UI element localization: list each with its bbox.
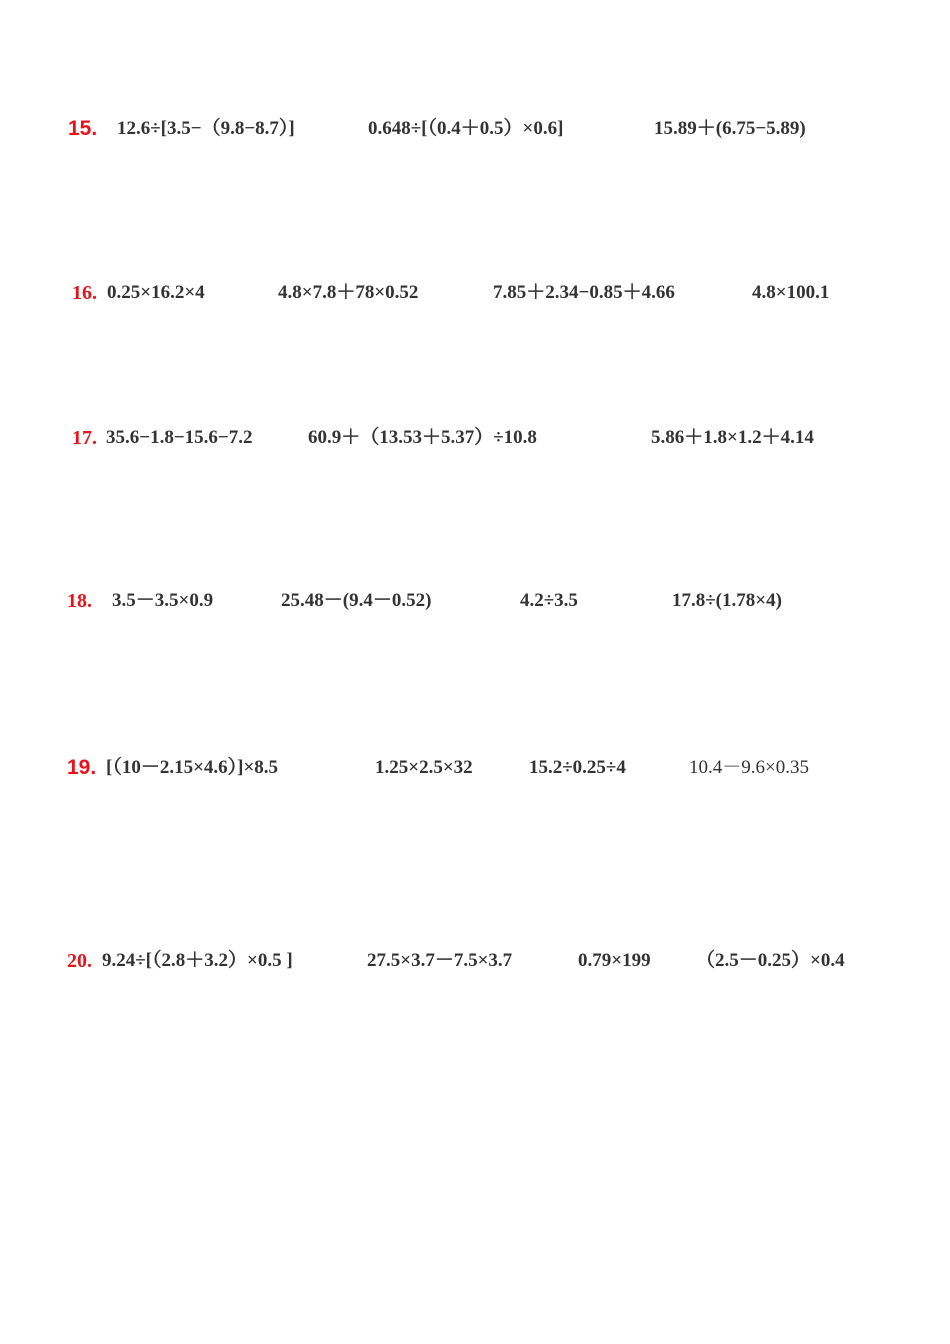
problem-row-20 — [0, 944, 950, 978]
expression: [（10－2.15×4.6）]×8.5 — [106, 757, 279, 778]
expression: 35.6−1.8−15.6−7.2 — [106, 427, 253, 448]
expression: 4.8×100.1 — [752, 282, 830, 303]
expression: 60.9＋（13.53＋5.37）÷10.8 — [308, 427, 537, 448]
problem-row-19 — [0, 751, 950, 785]
problem-number: 17. — [72, 427, 97, 449]
expression: 25.48－(9.4－0.52) — [281, 590, 432, 611]
problem-row-18 — [0, 584, 950, 618]
expression: （2.5－0.25）×0.4 — [696, 950, 845, 971]
problem-number: 16. — [72, 282, 97, 304]
problem-number: 18. — [67, 590, 92, 612]
problem-row-17 — [0, 421, 950, 455]
expression: 10.4－9.6×0.35 — [689, 757, 809, 778]
problem-number: 15. — [68, 117, 98, 140]
expression: 0.648÷[（0.4＋0.5）×0.6] — [368, 118, 564, 139]
expression: 0.79×199 — [578, 950, 651, 971]
problem-row-15 — [0, 112, 950, 146]
expression: 15.2÷0.25÷4 — [529, 757, 626, 778]
expression: 3.5－3.5×0.9 — [112, 590, 214, 611]
expression: 12.6÷[3.5−（9.8−8.7）] — [117, 118, 295, 139]
expression: 17.8÷(1.78×4) — [672, 590, 782, 611]
problem-row-16 — [0, 276, 950, 310]
expression: 4.2÷3.5 — [520, 590, 578, 611]
expression: 5.86＋1.8×1.2＋4.14 — [651, 427, 814, 448]
expression: 15.89＋(6.75−5.89) — [654, 118, 806, 139]
problem-number: 20. — [67, 950, 92, 972]
expression: 0.25×16.2×4 — [107, 282, 205, 303]
expression: 1.25×2.5×32 — [375, 757, 473, 778]
expression: 7.85＋2.34−0.85＋4.66 — [493, 282, 675, 303]
problem-number: 19. — [67, 756, 97, 779]
expression: 27.5×3.7－7.5×3.7 — [367, 950, 513, 971]
expression: 4.8×7.8＋78×0.52 — [278, 282, 419, 303]
expression: 9.24÷[（2.8＋3.2）×0.5 ] — [102, 950, 293, 971]
